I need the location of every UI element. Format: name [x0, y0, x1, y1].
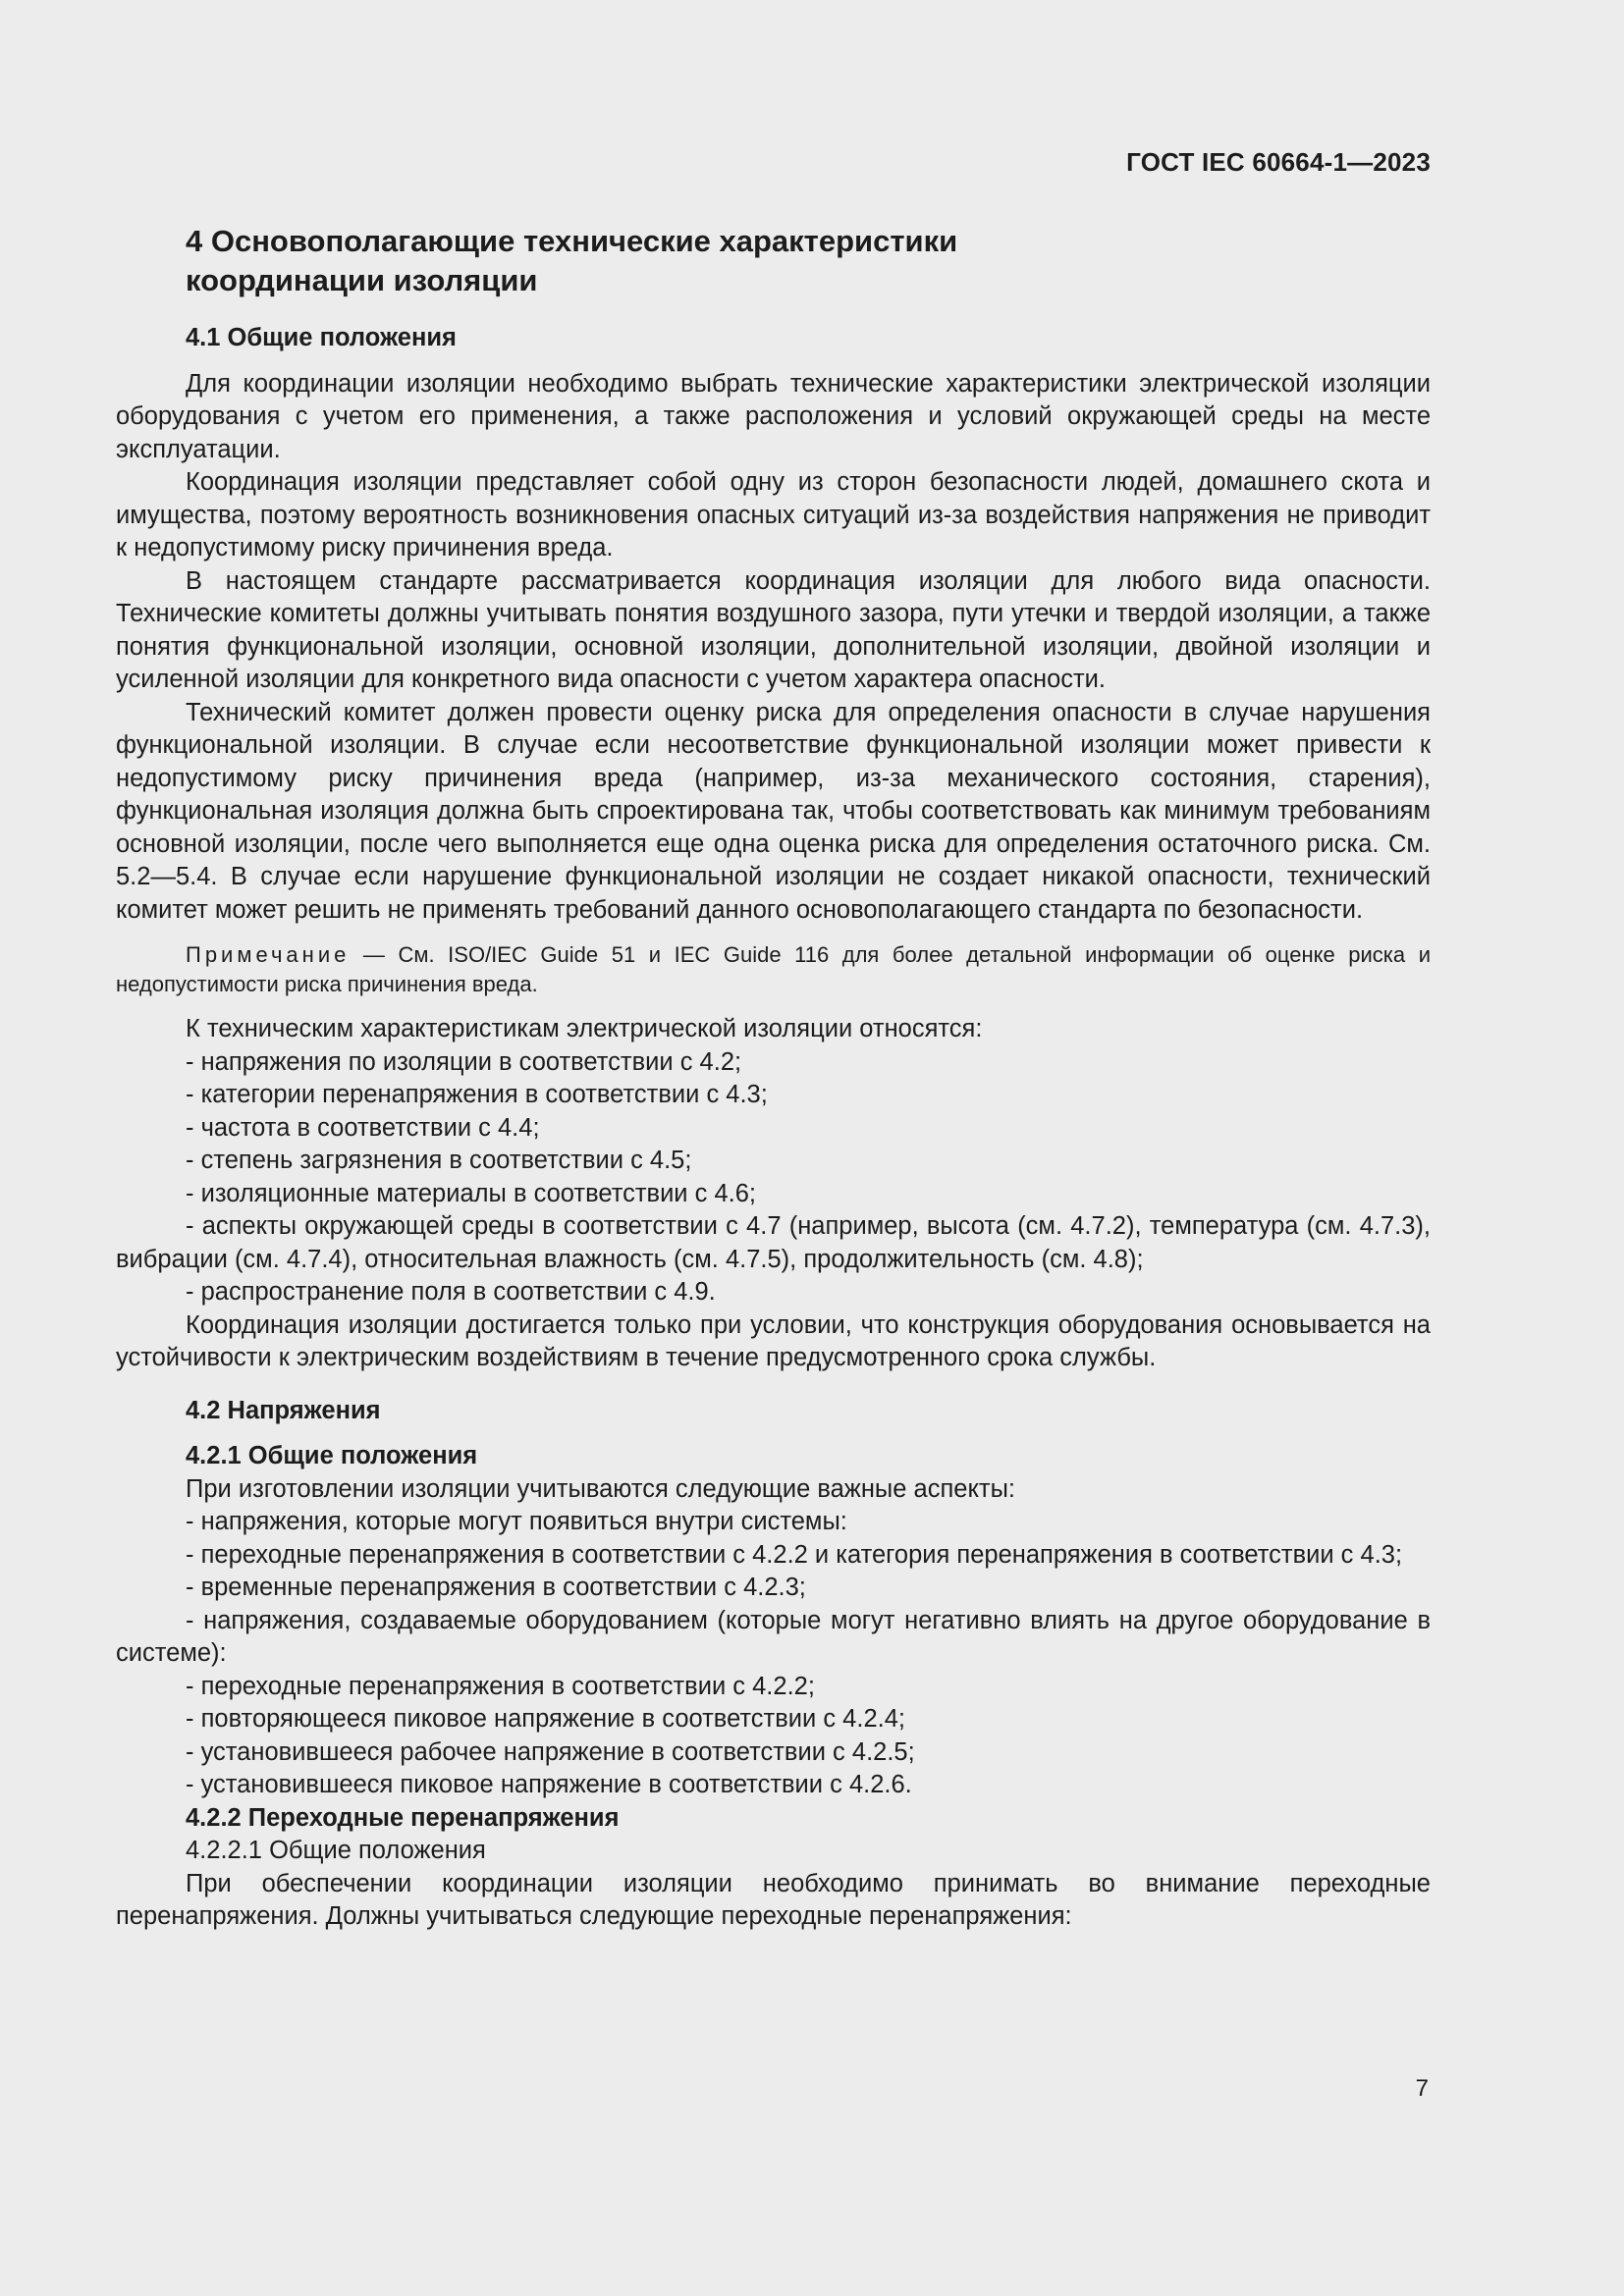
list-item: - частота в соответствии с 4.4; [186, 1113, 540, 1142]
note-label: Примечание [186, 942, 351, 967]
list-item: - временные перенапряжения в соответствии с 4.2.3; [186, 1574, 806, 1601]
section-4-1-paragraph-1: Для координации изоляции необходимо выбрать технические характеристики электрической изоляции оборудования с учетом его применения, а также расположения и условий окружающей среды на месте эксплуатации. [116, 369, 1431, 463]
section-4-2-2-1-title: 4.2.2.1 Общие положения [186, 1837, 486, 1864]
list-item: - напряжения, создаваемые оборудованием (которые могут негативно влиять на другое оборудование в системе): [116, 1606, 1431, 1667]
section-4-2-title: 4.2 Напряжения [186, 1396, 381, 1424]
list-item: - установившееся рабочее напряжение в соответствии с 4.2.5; [186, 1737, 915, 1766]
note-text: — См. ISO/IEC Guide 51 и IEC Guide 116 для более детальной информации об оценке риска и недопустимости риска причинения вреда. [116, 942, 1431, 996]
section-4-2-1-title: 4.2.1 Общие положения [186, 1442, 478, 1469]
list-item: - напряжения по изоляции в соответствии с 4.2; [186, 1047, 742, 1076]
section-4-1-paragraph-3: В настоящем стандарте рассматривается координация изоляции для любого вида опасности. Технические комитеты должны учитывать понятия воздушного зазора, пути утечки и твердой изоляции, а также понятия функциональной изоляции, основной изоляции, дополнительной изоляции, двойной изоляции и усиленной изоляции для конкретного вида опасности с учетом характера опасности. [116, 566, 1431, 693]
list-item: - переходные перенапряжения в соответствии с 4.2.2 и категория перенапряжения в соответствии с 4.3; [186, 1540, 1403, 1569]
list-item: - напряжения, которые могут появиться внутри системы: [186, 1508, 847, 1535]
characteristics-list-intro: К техническим характеристикам электрической изоляции относятся: [186, 1015, 983, 1042]
section-4-2-1-intro: При изготовлении изоляции учитываются следующие важные аспекты: [186, 1474, 1015, 1503]
document-code-header: ГОСТ IEC 60664-1—2023 [1126, 147, 1431, 177]
list-item: - аспекты окружающей среды в соответствии с 4.7 (например, высота (см. 4.7.2), температура (см. 4.7.3), вибрации (см. 4.7.4), относительная влажность (см. 4.7.5), продолжительность (см. 4.8); [116, 1212, 1431, 1273]
section-4-2-2-title: 4.2.2 Переходные перенапряжения [186, 1803, 620, 1832]
section-4-2-2-1-paragraph: При обеспечении координации изоляции необходимо принимать во внимание переходные перенапряжения. Должны учитываться следующие переходные перенапряжения: [116, 1869, 1431, 1930]
section-4-1-paragraph-2: Координация изоляции представляет собой одну из сторон безопасности людей, домашнего скота и имущества, поэтому вероятность возникновения опасных ситуаций из-за воздействия напряжения не приводит к недопустимому риску причинения вреда. [116, 468, 1431, 561]
section-4-title-line-2: координации изоляции [186, 263, 538, 297]
list-item: - установившееся пиковое напряжение в соответствии с 4.2.6. [186, 1771, 912, 1798]
page-number: 7 [1415, 2075, 1429, 2102]
section-4-title-line-1: 4 Основополагающие технические характеристики [186, 224, 958, 258]
list-item: - распространение поля в соответствии с 4.9. [186, 1278, 716, 1306]
list-item: - переходные перенапряжения в соответствии с 4.2.2; [186, 1672, 815, 1700]
section-4-1-title: 4.1 Общие положения [186, 324, 457, 351]
page-content [116, 222, 1431, 1934]
section-4-title [116, 222, 1431, 300]
list-item: - категории перенапряжения в соответствии с 4.3; [186, 1081, 768, 1108]
section-4-1-paragraph-4: Технический комитет должен провести оценку риска для определения опасности в случае нарушения функциональной изоляции. В случае если несоответствие функциональной изоляции может привести к недопустимому риску причинения вреда (например, из-за механического состояния, старения), функциональная изоляция должна быть спроектирована так, чтобы соответствовать как минимум требованиям основной изоляции, после чего выполняется еще одна оценка риска для определения остаточного риска. См. 5.2—5.4. В случае если нарушение функциональной изоляции не создает никакой опасности, технический комитет может решить не применять требований данного основополагающего стандарта по безопасности. [116, 698, 1431, 924]
list-item: - повторяющееся пиковое напряжение в соответствии с 4.2.4; [186, 1705, 905, 1733]
list-item: - степень загрязнения в соответствии с 4.5; [186, 1147, 692, 1174]
list-item: - изоляционные материалы в соответствии с 4.6; [186, 1179, 757, 1207]
note [116, 940, 1431, 999]
section-4-1-paragraph-5: Координация изоляции достигается только при условии, что конструкция оборудования основывается на устойчивости к электрическим воздействиям в течение предусмотренного срока службы. [116, 1310, 1431, 1371]
